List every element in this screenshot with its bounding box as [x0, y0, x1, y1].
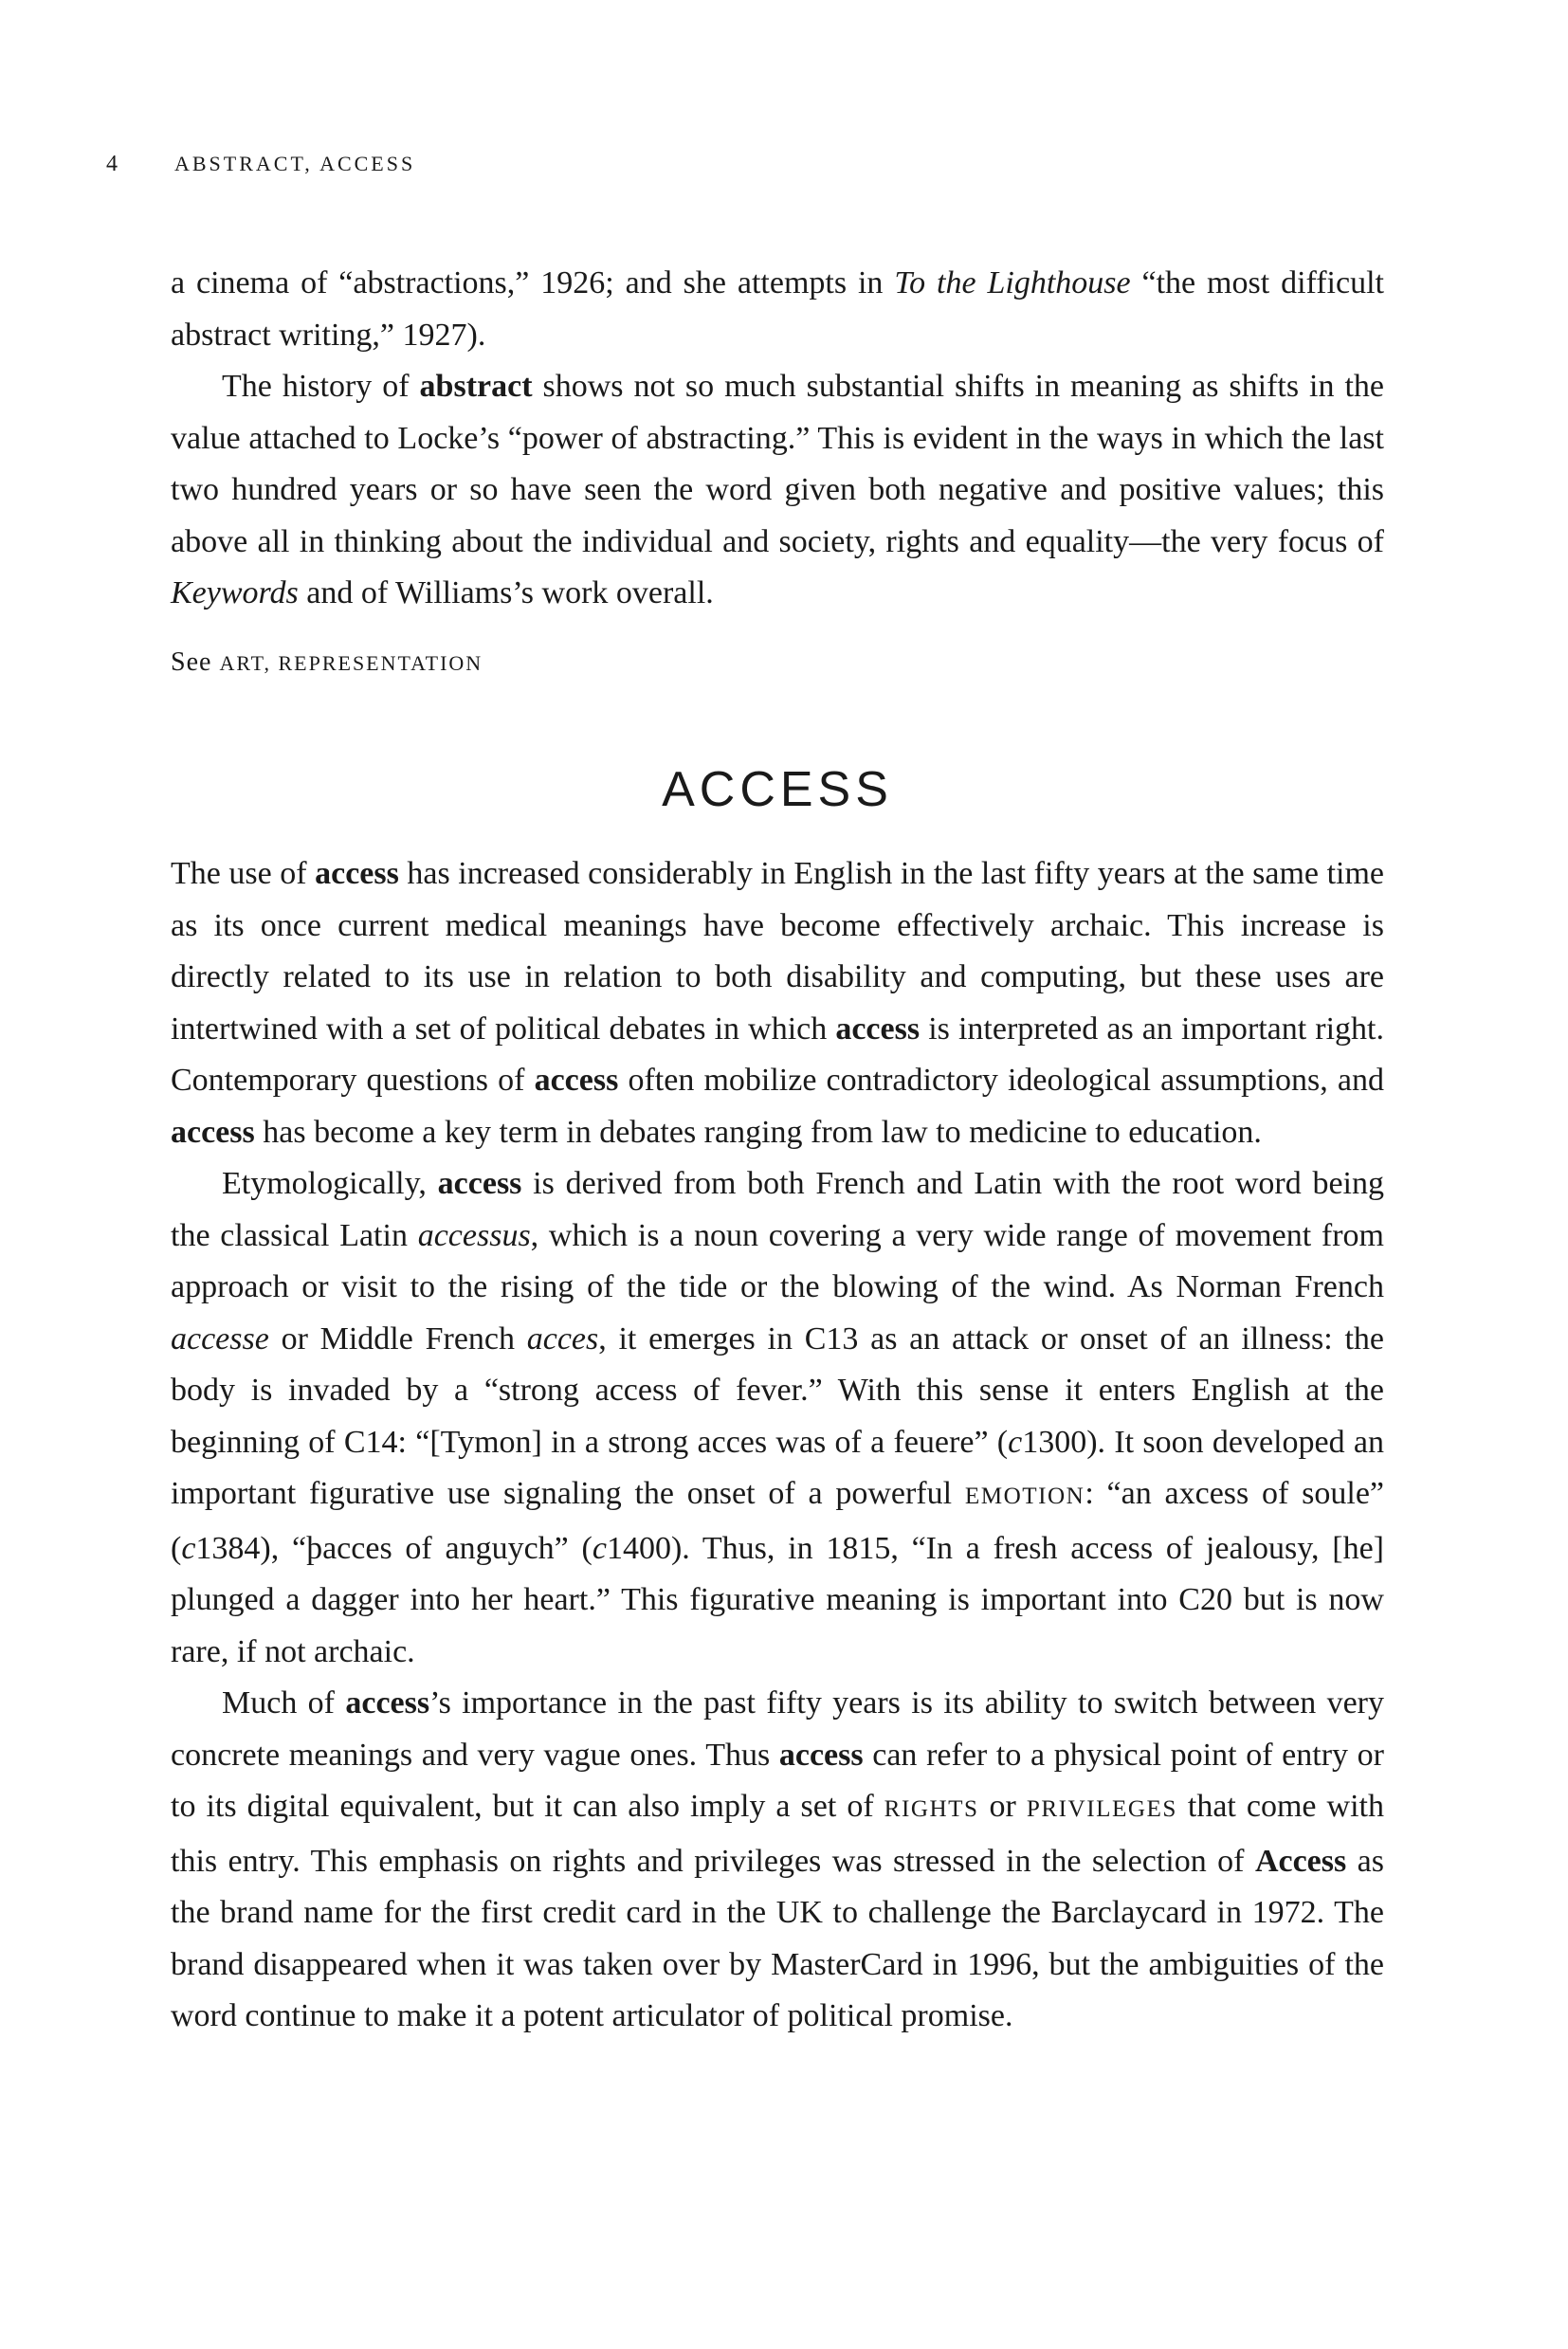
italic-term: c [592, 1530, 607, 1566]
italic-term: c [1008, 1424, 1023, 1460]
running-head: ABSTRACT, ACCESS [174, 152, 416, 175]
bold-keyword: access [835, 1011, 921, 1047]
text-run: ’s importance in the past fifty years is its ability to switch between very concrete meanings and very vague ones. Thus [171, 1685, 1384, 1773]
text-run: is derived from both French and Latin with the root word being the classical Latin [171, 1166, 1384, 1253]
access-paragraph-3 [171, 1678, 1384, 2043]
text-run: often mobilize contradictory ideological assumptions, and [618, 1063, 1384, 1098]
text-run: 1300). It soon developed an important figurative use signaling the onset of a powerful [171, 1424, 1384, 1511]
text-run: that come with this entry. This emphasis on rights and privileges was stressed in the selection of [171, 1789, 1384, 1879]
text-run: is interpreted as an important right. Contemporary questions of [171, 1011, 1384, 1098]
italic-title: To the Lighthouse [894, 265, 1131, 300]
text-run: has increased considerably in English in the last fifty years at the same time as its once current medical meanings have become effectively archaic. This increase is directly related to its use in relation to both disability and computing, but these uses are intertwined with a set of political debates in which [171, 856, 1384, 1047]
italic-term: accessus [417, 1217, 531, 1253]
bold-keyword: access [534, 1063, 619, 1098]
access-paragraph-2 [171, 1158, 1384, 1678]
text-run: : “an axcess of soule” ( [171, 1476, 1384, 1566]
text-run: Much of [222, 1685, 346, 1721]
text-run: “the most difficult abstract writing,” 1927). [171, 265, 1384, 353]
italic-term: acces [526, 1320, 599, 1357]
italic-term: accesse [171, 1320, 269, 1357]
abstract-paragraph-1 [171, 258, 1384, 361]
bold-keyword: access [778, 1737, 864, 1773]
text-run: and of Williams’s work overall. [298, 575, 714, 610]
bold-keyword: access [437, 1166, 522, 1201]
text-run: has become a key term in debates ranging from law to medicine to education. [254, 1114, 1262, 1150]
see-label: See [171, 646, 212, 677]
text-run: a cinema of “abstractions,” 1926; and she attempts in [171, 265, 895, 300]
abstract-paragraph-2 [171, 361, 1384, 620]
text-run: can refer to a physical point of entry or to its digital equivalent, but it can also imply a set of [171, 1737, 1384, 1824]
text-run: 1400). Thus, in 1815, “In a fresh access of jealousy, [he] plunged a dagger into her heart.” This figurative meaning is important into C20 but is now rare, if not archaic. [171, 1530, 1384, 1669]
text-run: shows not so much substantial shifts in meaning as shifts in the value attached to Locke’s “power of abstracting.” This is evident in the ways in which the last two hundred years or so have seen the word given both negative and positive values; this above all in thinking about the individual and society, rights and equality—the very focus of [171, 369, 1384, 559]
text-run: 1384), “þacces of anguych” ( [195, 1530, 593, 1566]
text-run: as the brand name for the first credit card in the UK to challenge the Barclaycard in 1972. The brand disappeared when it was taken over by MasterCard in 1996, but the ambiguities of the word continue to make it a potent articulator of political promise. [171, 1843, 1384, 2033]
cross-reference: EMOTION [964, 1484, 1085, 1509]
access-paragraph-1 [171, 848, 1384, 1158]
text-run: or Middle French [268, 1320, 527, 1357]
text-run: Etymologically, [222, 1166, 438, 1201]
page-number: 4 [106, 152, 118, 176]
bold-keyword: abstract [419, 369, 533, 404]
text-run: The use of [171, 856, 316, 891]
italic-title: Keywords [171, 575, 299, 610]
bold-keyword: access [345, 1685, 430, 1721]
see-terms: ART, REPRESENTATION [219, 650, 483, 675]
text-run: , which is a noun covering a very wide range of movement from approach or visit to the rising of the tide or the blowing of the wind. As Norman French [171, 1217, 1384, 1304]
cross-reference: PRIVILEGES [1026, 1796, 1177, 1822]
entry-heading-access: ACCESS [662, 762, 893, 817]
italic-term: c [181, 1530, 196, 1566]
text-run: The history of [222, 369, 420, 404]
bold-keyword: access [315, 856, 399, 891]
page-header [106, 152, 415, 177]
text-run: or [978, 1789, 1027, 1824]
bold-keyword: access [171, 1114, 255, 1150]
see-also [171, 637, 1384, 690]
body-text [171, 258, 1384, 2043]
text-run: , it emerges in C13 as an attack or onset of an illness: the body is invaded by a “strong access of fever.” With this sense it enters English at the beginning of C14: “[Tymon] in a strong acces was of a feuere” ( [171, 1320, 1384, 1460]
bold-keyword: Access [1254, 1843, 1347, 1879]
cross-reference: RIGHTS [884, 1796, 979, 1822]
